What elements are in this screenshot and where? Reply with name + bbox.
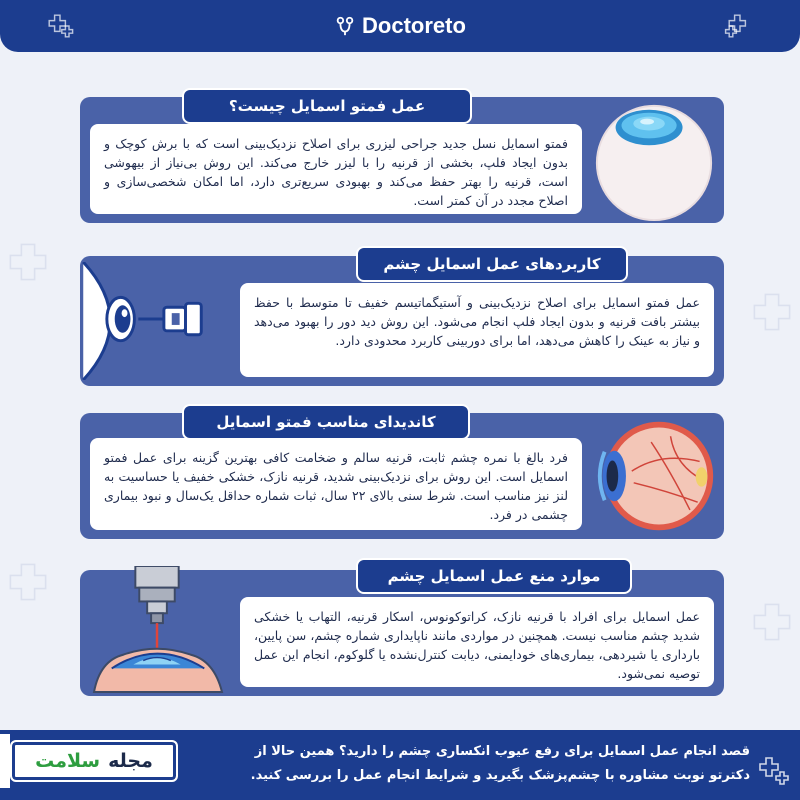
- medical-cross-icon: [750, 290, 794, 334]
- medical-cross-icon: [722, 8, 758, 44]
- section-title: موارد منع عمل اسمایل چشم: [356, 558, 632, 594]
- badge-word-2: سلامت: [35, 750, 101, 772]
- brand-logo[interactable]: [334, 13, 466, 39]
- section-body: فمتو اسمایل نسل جدید جراحی لیزری برای اصلاح نزدیک‌بینی است که با برش کوچک و بدون ایجاد فلپ، بخشی از قرنیه را با لیزر خارج می‌کند. این روش بی‌نیاز از بیهوشی است، قرنیه را بهتر حفظ می‌کند و بهبودی سریع‌تری دارد، اما امکان شخصی‌سازی و اصلاح مجدد در آن کمتر است.: [90, 124, 582, 214]
- footer-line-1: قصد انجام عمل اسمایل برای رفع عیوب انکساری چشم را دارید؟ همین حالا از: [254, 744, 750, 759]
- section-body: فرد بالغ با نمره چشم ثابت، قرنیه سالم و ضخامت کافی بهترین گزینه برای عمل فمتو اسمایل است. این روش برای نزدیک‌بینی شدید، قرنیه نازک، خشکی خفیف یا حساسیت به لنز نیز مناسب است. شرط سنی بالای ۲۲ سال، ثبات شماره حداقل یک‌سال و نبود بیماری چشمی در فرد.: [90, 438, 582, 530]
- section-title: کاربردهای عمل اسمایل چشم: [356, 246, 628, 282]
- eye-laser-icon: [82, 262, 232, 380]
- magazine-badge[interactable]: [10, 740, 178, 782]
- medical-cross-icon: [752, 752, 792, 792]
- brand-name: Doctoreto: [362, 13, 466, 38]
- section-body: عمل فمتو اسمایل برای اصلاح نزدیک‌بینی و آستیگماتیسم خفیف تا متوسط با حفظ بیشتر بافت قرنیه و بدون ایجاد فلپ انجام می‌شود. این روش دید دور را بهبود می‌دهد و نیاز به عینک را کاهش می‌دهد، اما برای دوربینی کاربرد محدودی دارد.: [240, 283, 714, 377]
- laser-surgery-icon: [84, 566, 232, 694]
- badge-word-1: مجله: [108, 750, 153, 772]
- eyeball-cornea-icon: [590, 96, 718, 224]
- medical-cross-icon: [750, 600, 794, 644]
- medical-cross-icon: [6, 560, 50, 604]
- badge-strip: [0, 734, 10, 788]
- medical-cross-icon: [42, 8, 78, 44]
- medical-cross-icon: [6, 240, 50, 284]
- section-title: کاندیدای مناسب فمتو اسمایل: [182, 404, 470, 440]
- eye-anatomy-icon: [592, 413, 720, 539]
- header-bar: [0, 0, 800, 52]
- section-title: عمل فمتو اسمایل چیست؟: [182, 88, 472, 124]
- doctoreto-logo-icon: [334, 15, 356, 37]
- section-body: عمل اسمایل برای افراد با قرنیه نازک، کراتوکونوس، اسکار قرنیه، التهاب یا خشکی شدید چشم مناسب نیست. همچنین در مواردی مانند ناپایداری شماره چشم، سن پایین، بارداری یا شیردهی، بیماری‌های خودایمنی، دیابت کنترل‌نشده یا گلوکوم، انجام این عمل توصیه نمی‌شود.: [240, 597, 714, 687]
- footer-line-2: دکترتو نوبت مشاوره با چشم‌پزشک بگیرید و شرایط انجام عمل را بررسی کنید.: [250, 768, 750, 783]
